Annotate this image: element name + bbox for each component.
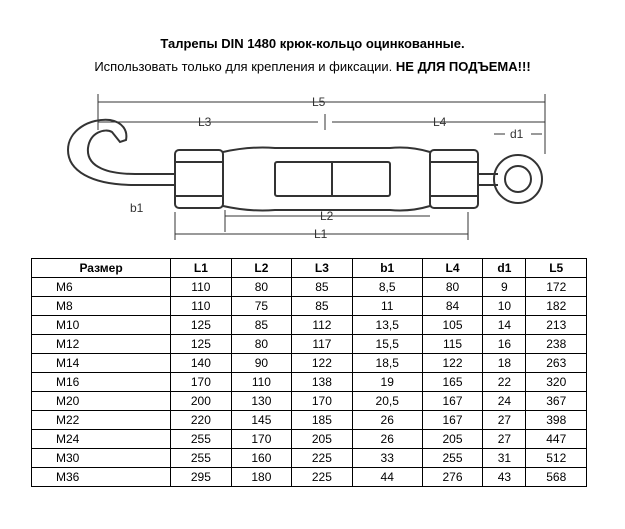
table-row bbox=[32, 354, 587, 373]
page-subtitle bbox=[0, 59, 625, 74]
label-d1: d1 bbox=[510, 127, 524, 141]
cell-b1: 33 bbox=[352, 449, 422, 468]
cell-l5: 172 bbox=[526, 278, 587, 297]
col-l2: L2 bbox=[231, 259, 292, 278]
label-l5: L5 bbox=[312, 95, 326, 109]
cell-l4: 80 bbox=[422, 278, 483, 297]
cell-d1: 16 bbox=[483, 335, 526, 354]
cell-l4: 276 bbox=[422, 468, 483, 487]
cell-b1: 20,5 bbox=[352, 392, 422, 411]
cell-l1: 110 bbox=[171, 278, 232, 297]
table-row bbox=[32, 468, 587, 487]
cell-l2: 170 bbox=[231, 430, 292, 449]
cell-size: M36 bbox=[32, 468, 171, 487]
cell-l2: 180 bbox=[231, 468, 292, 487]
cell-l2: 90 bbox=[231, 354, 292, 373]
cell-b1: 13,5 bbox=[352, 316, 422, 335]
cell-l1: 125 bbox=[171, 335, 232, 354]
cell-b1: 8,5 bbox=[352, 278, 422, 297]
cell-l1: 295 bbox=[171, 468, 232, 487]
cell-l3: 117 bbox=[292, 335, 353, 354]
cell-l3: 85 bbox=[292, 278, 353, 297]
label-l3: L3 bbox=[198, 115, 212, 129]
col-l1: L1 bbox=[171, 259, 232, 278]
col-d1: d1 bbox=[483, 259, 526, 278]
cell-l2: 75 bbox=[231, 297, 292, 316]
subtitle-warning: НЕ ДЛЯ ПОДЪЕМА!!! bbox=[395, 59, 531, 74]
spec-header-row bbox=[32, 259, 587, 278]
cell-b1: 19 bbox=[352, 373, 422, 392]
page-title: Талрепы DIN 1480 крюк-кольцо оцинкованные. bbox=[160, 36, 465, 51]
eye-hole bbox=[505, 166, 531, 192]
cell-l2: 145 bbox=[231, 411, 292, 430]
cell-d1: 14 bbox=[483, 316, 526, 335]
cell-l2: 85 bbox=[231, 316, 292, 335]
cell-l1: 255 bbox=[171, 449, 232, 468]
cell-b1: 26 bbox=[352, 430, 422, 449]
cell-size: M14 bbox=[32, 354, 171, 373]
right-nut bbox=[430, 150, 478, 208]
cell-l5: 512 bbox=[526, 449, 587, 468]
cell-d1: 43 bbox=[483, 468, 526, 487]
cell-l5: 213 bbox=[526, 316, 587, 335]
cell-l5: 447 bbox=[526, 430, 587, 449]
cell-l1: 220 bbox=[171, 411, 232, 430]
cell-l4: 105 bbox=[422, 316, 483, 335]
cell-l1: 200 bbox=[171, 392, 232, 411]
cell-l4: 122 bbox=[422, 354, 483, 373]
cell-l4: 165 bbox=[422, 373, 483, 392]
table-row bbox=[32, 278, 587, 297]
table-row bbox=[32, 430, 587, 449]
cell-l3: 205 bbox=[292, 430, 353, 449]
label-l1: L1 bbox=[314, 227, 328, 241]
cell-b1: 11 bbox=[352, 297, 422, 316]
cell-d1: 27 bbox=[483, 430, 526, 449]
table-row bbox=[32, 392, 587, 411]
cell-d1: 27 bbox=[483, 411, 526, 430]
table-row bbox=[32, 297, 587, 316]
cell-l4: 84 bbox=[422, 297, 483, 316]
cell-size: M22 bbox=[32, 411, 171, 430]
cell-l3: 85 bbox=[292, 297, 353, 316]
cell-l5: 182 bbox=[526, 297, 587, 316]
table-row bbox=[32, 316, 587, 335]
col-l3: L3 bbox=[292, 259, 353, 278]
cell-b1: 15,5 bbox=[352, 335, 422, 354]
col-l5: L5 bbox=[526, 259, 587, 278]
label-l4: L4 bbox=[433, 115, 447, 129]
table-row bbox=[32, 373, 587, 392]
cell-d1: 24 bbox=[483, 392, 526, 411]
cell-d1: 18 bbox=[483, 354, 526, 373]
table-row bbox=[32, 411, 587, 430]
cell-l5: 263 bbox=[526, 354, 587, 373]
table-row bbox=[32, 335, 587, 354]
eye-ring bbox=[494, 155, 542, 203]
cell-l1: 255 bbox=[171, 430, 232, 449]
cell-l4: 115 bbox=[422, 335, 483, 354]
cell-size: M6 bbox=[32, 278, 171, 297]
cell-l1: 125 bbox=[171, 316, 232, 335]
cell-l5: 238 bbox=[526, 335, 587, 354]
cell-l1: 140 bbox=[171, 354, 232, 373]
col-b1: b1 bbox=[352, 259, 422, 278]
cell-size: M20 bbox=[32, 392, 171, 411]
cell-b1: 18,5 bbox=[352, 354, 422, 373]
cell-l3: 225 bbox=[292, 449, 353, 468]
label-b1: b1 bbox=[130, 201, 144, 215]
cell-size: M24 bbox=[32, 430, 171, 449]
cell-size: M16 bbox=[32, 373, 171, 392]
cell-b1: 44 bbox=[352, 468, 422, 487]
cell-d1: 22 bbox=[483, 373, 526, 392]
cell-l3: 122 bbox=[292, 354, 353, 373]
cell-d1: 10 bbox=[483, 297, 526, 316]
turnbuckle-body bbox=[223, 148, 430, 211]
left-nut bbox=[175, 150, 223, 208]
cell-l3: 138 bbox=[292, 373, 353, 392]
cell-l4: 205 bbox=[422, 430, 483, 449]
cell-l3: 170 bbox=[292, 392, 353, 411]
cell-l2: 80 bbox=[231, 278, 292, 297]
cell-l5: 398 bbox=[526, 411, 587, 430]
hook-shape bbox=[68, 120, 160, 185]
cell-l1: 170 bbox=[171, 373, 232, 392]
cell-b1: 26 bbox=[352, 411, 422, 430]
col-l4: L4 bbox=[422, 259, 483, 278]
cell-d1: 9 bbox=[483, 278, 526, 297]
cell-l5: 367 bbox=[526, 392, 587, 411]
subtitle-note: Использовать только для крепления и фиксации. bbox=[94, 59, 393, 74]
cell-size: M12 bbox=[32, 335, 171, 354]
cell-d1: 31 bbox=[483, 449, 526, 468]
cell-l5: 568 bbox=[526, 468, 587, 487]
cell-l2: 80 bbox=[231, 335, 292, 354]
cell-size: M30 bbox=[32, 449, 171, 468]
cell-l3: 185 bbox=[292, 411, 353, 430]
cell-l2: 160 bbox=[231, 449, 292, 468]
cell-l2: 110 bbox=[231, 373, 292, 392]
table-row bbox=[32, 449, 587, 468]
label-l2: L2 bbox=[320, 209, 334, 223]
cell-l5: 320 bbox=[526, 373, 587, 392]
cell-l3: 225 bbox=[292, 468, 353, 487]
hook-shank bbox=[135, 174, 175, 185]
spec-table bbox=[31, 258, 587, 487]
col-size: Размер bbox=[32, 259, 171, 278]
cell-l3: 112 bbox=[292, 316, 353, 335]
cell-l4: 167 bbox=[422, 411, 483, 430]
cell-l4: 255 bbox=[422, 449, 483, 468]
cell-l2: 130 bbox=[231, 392, 292, 411]
turnbuckle-drawing bbox=[50, 90, 570, 250]
cell-size: M10 bbox=[32, 316, 171, 335]
cell-l1: 110 bbox=[171, 297, 232, 316]
cell-size: M8 bbox=[32, 297, 171, 316]
cell-l4: 167 bbox=[422, 392, 483, 411]
